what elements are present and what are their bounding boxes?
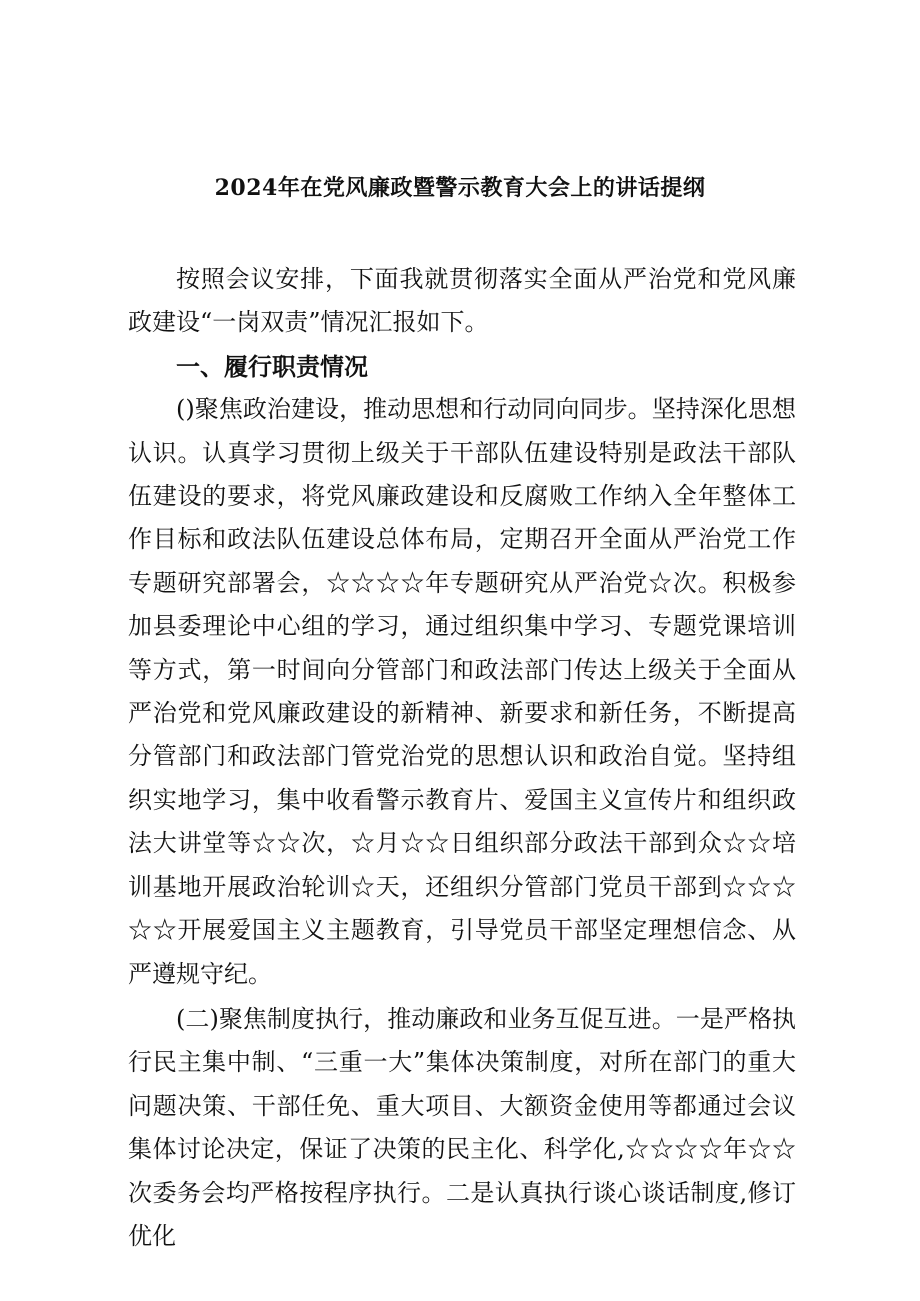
document-title: 2024年在党风廉政暨警示教育大会上的讲话提纲 bbox=[214, 175, 706, 201]
intro-paragraph: 按照会议安排，下面我就贯彻落实全面从严治党和党风廉政建设“一岗双责”情况汇报如下。 bbox=[128, 265, 796, 337]
paragraph-system-execution: (二)聚焦制度执行，推动廉政和业务互促互进。一是严格执行民主集中制、“三重一大”集体决策制度，对所在部门的重大问题决策、干部任免、重大项目、大额资金使用等都通过会议集体讨论决定，保证了决策的民主化、科学化,☆☆☆☆年☆☆次委务会均严格按程序执行。二是认真执行谈心谈话制度,修订优化 bbox=[128, 1004, 796, 1250]
paragraph-political-building: ()聚焦政治建设，推动思想和行动同向同步。坚持深化思想认识。认真学习贯彻上级关于干部队伍建设特别是政法干部队伍建设的要求，将党风廉政建设和反腐败工作纳入全年整体工作目标和政法队伍建设总体布局，定期召开全面从严治党工作专题研究部署会，☆☆☆☆年专题研究从严治党☆次。积极参加县委理论中心组的学习，通过组织集中学习、专题党课培训等方式，第一时间向分管部门和政法部门传达上级关于全面从严治党和党风廉政建设的新精神、新要求和新任务，不断提高分管部门和政法部门管党治党的思想认识和政治自觉。坚持组织实地学习，集中收看警示教育片、爱国主义宣传片和组织政法大讲堂等☆☆次，☆月☆☆日组织部分政法干部到众☆☆培训基地开展政治轮训☆天，还组织分管部门党员干部到☆☆☆☆☆开展爱国主义主题教育，引导党员干部坚定理想信念、从严遵规守纪。 bbox=[128, 395, 796, 988]
section-heading-duties: 一、履行职责情况 bbox=[176, 351, 368, 381]
document-body bbox=[128, 258, 796, 1258]
